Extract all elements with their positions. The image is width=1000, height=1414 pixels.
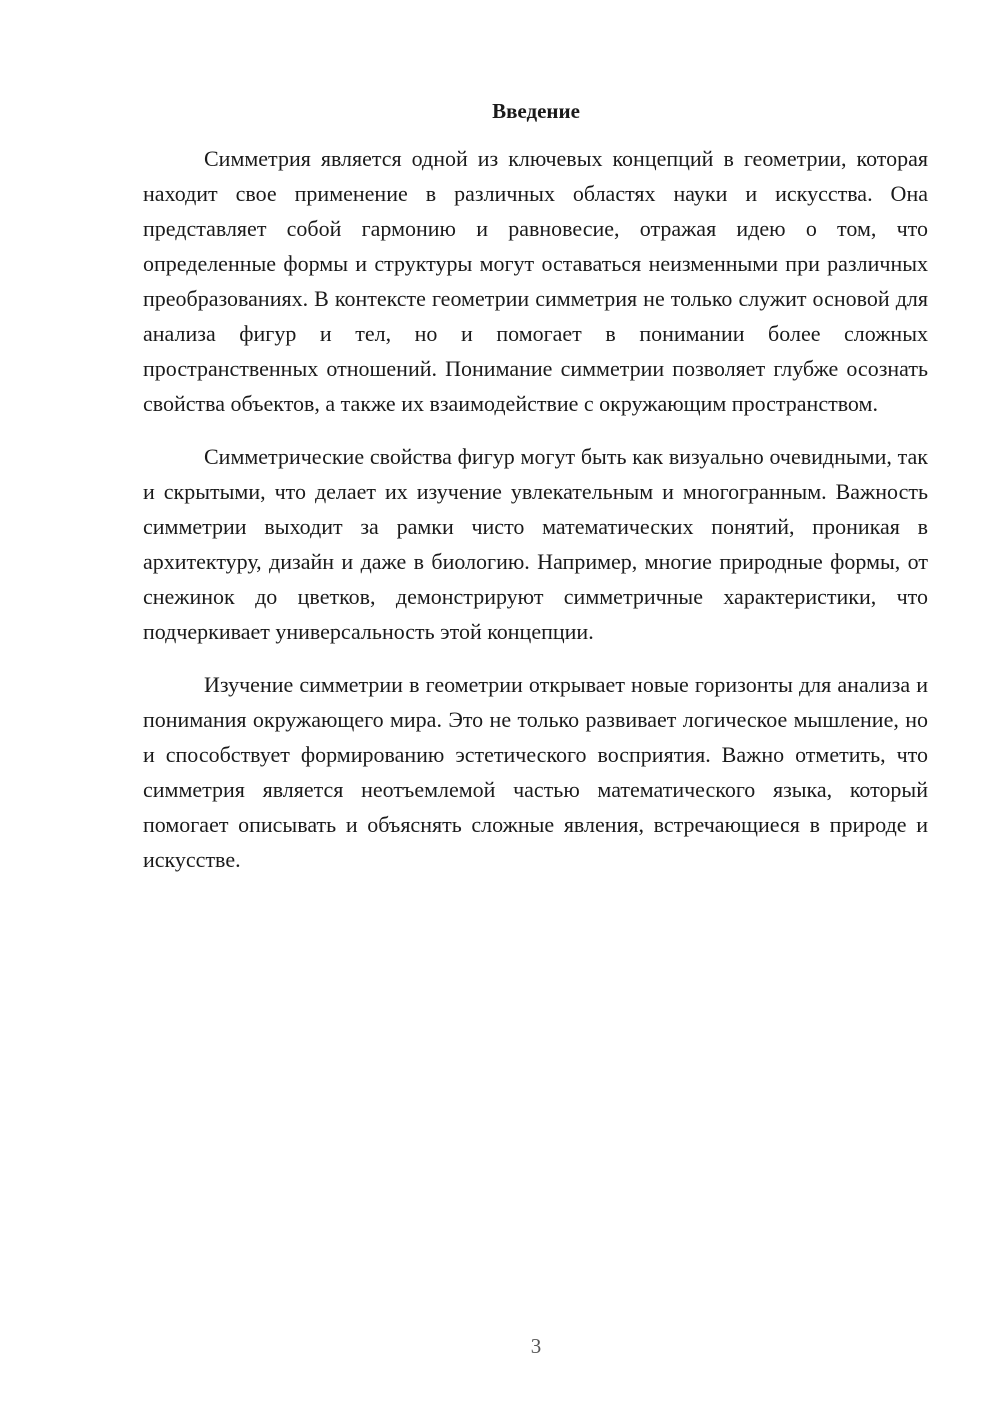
paragraph-3: Изучение симметрии в геометрии открывает новые горизонты для анализа и понимания окружающего мира. Это не только развивает логическое мышление, но и способствует формированию эстетического восприятия. Важно отметить, что симметрия является неотъемлемой частью математического языка, который помогает описывать и объяснять сложные явления, встречающиеся в природе и искусстве. <box>143 672 928 872</box>
paragraph-2: Симметрические свойства фигур могут быть как визуально очевидными, так и скрытыми, что делает их изучение увлекательным и многогранным. Важность симметрии выходит за рамки чисто математических понятий, проникая в архитектуру, дизайн и даже в биологию. Например, многие природные формы, от снежинок до цветков, демонстрируют симметричные характеристики, что подчеркивает универсальность этой концепции. <box>143 444 928 644</box>
page-number: 3 <box>530 1334 542 1358</box>
section-title: Введение <box>492 99 580 123</box>
paragraph-1: Симметрия является одной из ключевых концепций в геометрии, которая находит свое применение в различных областях науки и искусства. Она представляет собой гармонию и равновесие, отражая идею о том, что определенные формы и структуры могут оставаться неизменными при различных преобразованиях. В контексте геометрии симметрия не только служит основой для анализа фигур и тел, но и помогает в понимании более сложных пространственных отношений. Понимание симметрии позволяет глубже осознать свойства объектов, а также их взаимодействие с окружающим пространством. <box>143 146 928 416</box>
document-body <box>143 141 928 895</box>
